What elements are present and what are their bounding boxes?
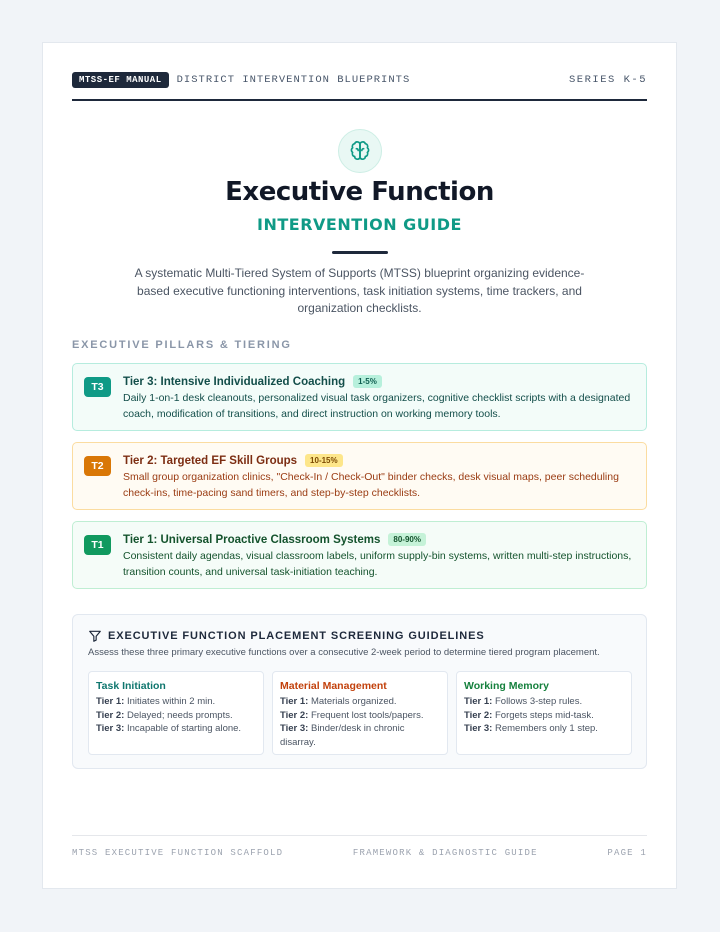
manual-badge: MTSS-EF MANUAL: [72, 72, 169, 88]
title-divider: [332, 251, 388, 254]
header-divider: [72, 99, 647, 101]
tier-description: Small group organization clinics, "Check-In / Check-Out" binder checks, desk visual maps, peer scheduling check-ins, time-pacing sand timers, and step-by-step checklists.: [123, 471, 619, 499]
tier-3-card: [72, 363, 647, 431]
criteria-line: Tier 3: Binder/desk in chronic disarray.: [280, 723, 405, 748]
screening-column-material-management: [272, 671, 448, 755]
filter-icon: [88, 629, 102, 643]
screening-column-task-initiation: [88, 671, 264, 755]
criteria-line: Tier 1: Initiates within 2 min.: [96, 696, 216, 707]
brain-icon: [338, 129, 382, 173]
screening-subtitle: Assess these three primary executive functions over a consecutive 2-week period to determine tiered program placement.: [88, 647, 600, 658]
column-title: Material Management: [280, 680, 387, 692]
criteria-line: Tier 1: Follows 3-step rules.: [464, 696, 583, 707]
column-title: Working Memory: [464, 680, 549, 692]
criteria-line: Tier 1: Materials organized.: [280, 696, 397, 707]
series-label: SERIES K-5: [568, 74, 647, 86]
header-title: DISTRICT INTERVENTION BLUEPRINTS: [176, 74, 411, 86]
page-subtitle: INTERVENTION GUIDE: [257, 215, 462, 234]
document-page: [42, 42, 677, 889]
tier-description: Daily 1-on-1 desk cleanouts, personalized visual task organizers, cognitive checklist scripts with a designated coach, modification of transitions, and direct instruction on working memory tools.: [123, 392, 631, 420]
criteria-line: Tier 3: Remembers only 1 step.: [464, 723, 598, 734]
tier-2-card: [72, 442, 647, 510]
tier-tag: T1: [84, 535, 111, 555]
page-header: [72, 71, 647, 89]
footer-center: FRAMEWORK & DIAGNOSTIC GUIDE: [352, 848, 538, 858]
tier-tag: T3: [84, 377, 111, 397]
criteria-line: Tier 3: Incapable of starting alone.: [96, 723, 242, 734]
footer-divider: [72, 835, 647, 836]
tier-tag: T2: [84, 456, 111, 476]
screening-column-working-memory: [456, 671, 632, 755]
criteria-line: Tier 2: Forgets steps mid-task.: [464, 709, 594, 721]
tier-description: Consistent daily agendas, visual classroom labels, uniform supply-bin systems, written multi-step instructions, transition counts, and universal task-initiation teaching.: [123, 550, 632, 578]
tier-title: Tier 3: Intensive Individualized Coaching: [123, 375, 346, 388]
pillars-section-label: EXECUTIVE PILLARS & TIERING: [72, 339, 292, 351]
criteria-line: Tier 2: Frequent lost tools/papers.: [280, 709, 424, 721]
page-title: Executive Function: [225, 177, 494, 207]
column-title: Task Initiation: [96, 680, 166, 692]
intro-paragraph: A systematic Multi-Tiered System of Supports (MTSS) blueprint organizing evidence-based executive functioning interventions, task initiation systems, time trackers, and organization checklists.: [134, 266, 585, 315]
tier-percent-badge: 80-90%: [388, 533, 426, 546]
screening-guidelines-panel: [72, 614, 647, 769]
tier-1-card: [72, 521, 647, 589]
page-number: PAGE 1: [607, 848, 647, 858]
footer-left: MTSS EXECUTIVE FUNCTION SCAFFOLD: [72, 848, 284, 858]
page-footer: [72, 848, 647, 858]
tier-title: Tier 2: Targeted EF Skill Groups: [123, 454, 298, 467]
criteria-line: Tier 2: Delayed; needs prompts.: [96, 709, 233, 721]
tier-percent-badge: 1-5%: [353, 375, 382, 388]
screening-title: EXECUTIVE FUNCTION PLACEMENT SCREENING GUIDELINES: [108, 630, 485, 642]
tier-percent-badge: 10-15%: [305, 454, 343, 467]
tier-title: Tier 1: Universal Proactive Classroom Systems: [123, 533, 381, 546]
